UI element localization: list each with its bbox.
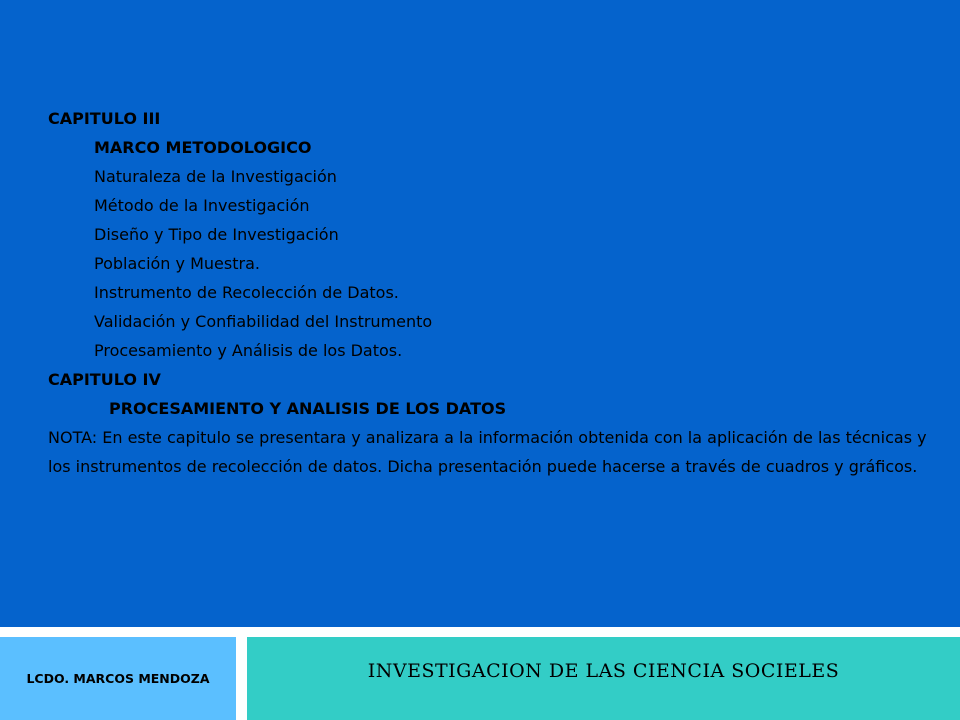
chapter-3-item: Diseño y Tipo de Investigación xyxy=(94,225,339,244)
chapter-3-subtitle: MARCO METODOLOGICO xyxy=(94,138,312,157)
chapter-4-title: CAPITULO IV xyxy=(48,370,161,389)
chapter-3-title: CAPITULO III xyxy=(48,109,161,128)
chapter-3-item: Naturaleza de la Investigación xyxy=(94,167,337,186)
chapter-4-note: NOTA: En este capitulo se presentara y analizara a la información obtenida con la aplicación de las técnicas y los instrumentos de recolección de datos. Dicha presentación puede hacerse a través de cuadros y gráficos. xyxy=(48,428,927,476)
chapter-3-item: Método de la Investigación xyxy=(94,196,310,215)
footer-course: INVESTIGACION DE LAS CIENCIA SOCIELES xyxy=(367,659,840,682)
chapter-4-subtitle: PROCESAMIENTO Y ANALISIS DE LOS DATOS xyxy=(109,399,507,418)
chapter-3-item: Validación y Confiabilidad del Instrumento xyxy=(94,312,433,331)
chapter-3-item: Población y Muestra. xyxy=(94,254,260,273)
footer-author: LCDO. MARCOS MENDOZA xyxy=(26,671,210,686)
chapter-3-item: Instrumento de Recolección de Datos. xyxy=(94,283,399,302)
slide-body xyxy=(48,104,928,481)
footer-author-box xyxy=(0,637,236,720)
chapter-3-item: Procesamiento y Análisis de los Datos. xyxy=(94,341,403,360)
footer-course-box xyxy=(247,637,960,720)
